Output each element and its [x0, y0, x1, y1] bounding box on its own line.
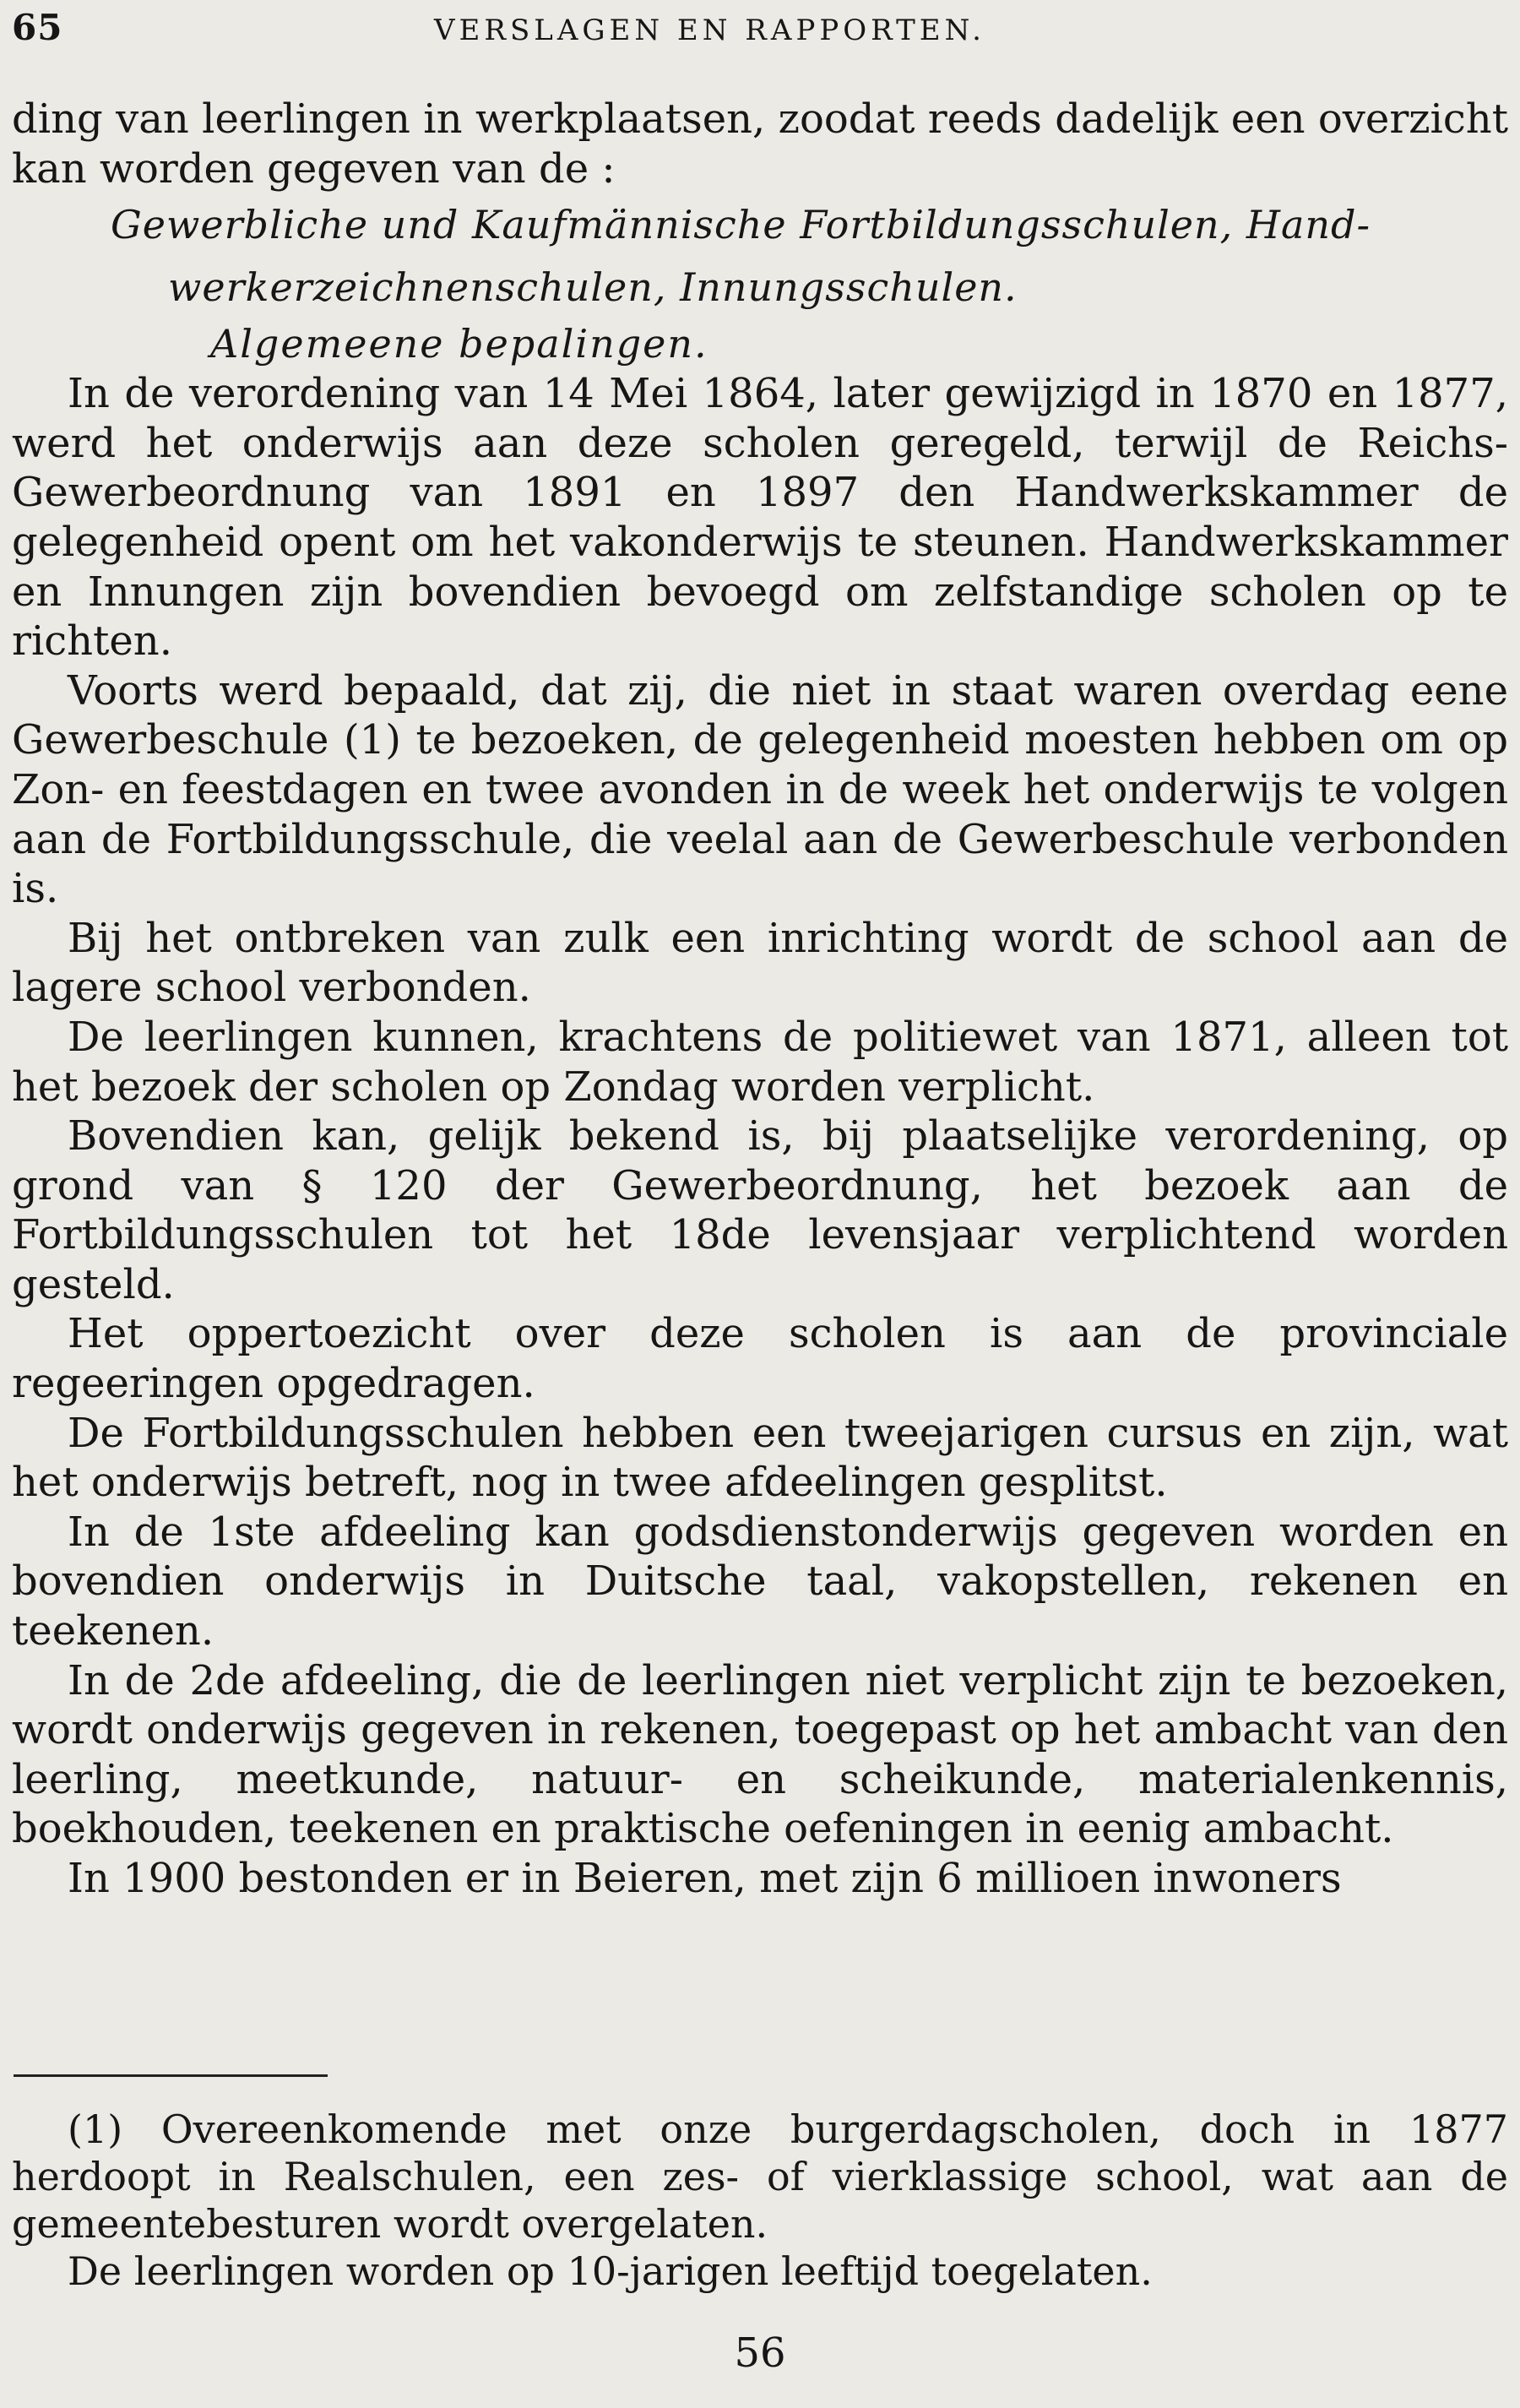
page-header: [12, 7, 1508, 57]
footnotes: [12, 2106, 1508, 2295]
footnote-divider: [14, 2074, 328, 2077]
opening-paragraph: ding van leerlingen in werkplaatsen, zoodat reeds dadelijk een overzicht kan worden gegeven van de :: [12, 95, 1508, 193]
paragraph: De leerlingen kunnen, krachtens de politiewet van 1871, alleen tot het bezoek der scholen op Zondag worden verplicht.: [12, 1013, 1508, 1111]
subtitle: [12, 193, 1508, 318]
body-text: [12, 95, 1508, 1904]
folio-page-number: 56: [734, 2329, 786, 2377]
paragraph: In de 2de afdeeling, die de leerlingen niet verplicht zijn te bezoeken, wordt onderwijs gegeven in rekenen, toegepast op het ambacht van den leerling, meetkunde, natuur- en scheikunde, materialenkennis, boekhouden, teekenen en praktische oefeningen in eenig ambacht.: [12, 1656, 1508, 1853]
subtitle-line-1: Gewerbliche und Kaufmännische Fortbildungsschulen, Hand-: [111, 202, 1371, 248]
paragraph: Voorts werd bepaald, dat zij, die niet in staat waren overdag eene Gewerbeschule (1) te bezoeken, de gelegenheid moesten hebben om op Zon- en feestdagen en twee avonden in de week het onderwijs te volgen aan de Fortbildungsschule, die veelal aan de Gewerbeschule verbonden is.: [12, 666, 1508, 913]
header-page-number: 65: [12, 7, 63, 48]
footnote: (1) Overeenkomende met onze burgerdagscholen, doch in 1877 herdoopt in Realschulen, een zes- of vierklassige school, wat aan de gemeentebesturen wordt overgelaten.: [12, 2106, 1508, 2247]
running-head: VERSLAGEN EN RAPPORTEN.: [434, 14, 985, 47]
section-heading: Algemeene bepalingen.: [210, 321, 708, 367]
paragraph: Het oppertoezicht over deze scholen is aan de provinciale regeeringen opgedragen.: [12, 1310, 1508, 1408]
paragraph: Bij het ontbreken van zulk een inrichting wordt de school aan de lagere school verbonden.: [12, 914, 1508, 1012]
paragraph: Bovendien kan, gelijk bekend is, bij plaatselijke verordening, op grond van § 120 der Gewerbeordnung, het bezoek aan de Fortbildungsschulen tot het 18de levensjaar verplichtend worden gesteld.: [12, 1112, 1508, 1308]
paragraph: In de verordening van 14 Mei 1864, later gewijzigd in 1870 en 1877, werd het onderwijs aan deze scholen geregeld, terwijl de Reichs-Gewerbeordnung van 1891 en 1897 den Handwerkskammer de gelegenheid opent om het vakonderwijs te steunen. Handwerkskammer en Innungen zijn bovendien bevoegd om zelfstandige scholen op te richten.: [12, 370, 1508, 666]
footnote: De leerlingen worden op 10-jarigen leeftijd toegelaten.: [68, 2248, 1153, 2294]
subtitle-line-2: werkerzeichnenschulen, Innungsschulen.: [168, 264, 1018, 311]
paragraph: De Fortbildungsschulen hebben een tweejarigen cursus en zijn, wat het onderwijs betreft, nog in twee afdeelingen gesplitst.: [12, 1409, 1508, 1507]
paragraph: In 1900 bestonden er in Beieren, met zijn 6 millioen inwoners: [68, 1855, 1342, 1902]
paragraph: In de 1ste afdeeling kan godsdienstonderwijs gegeven worden en bovendien onderwijs in Duitsche taal, vakopstellen, rekenen en teekenen.: [12, 1508, 1508, 1655]
